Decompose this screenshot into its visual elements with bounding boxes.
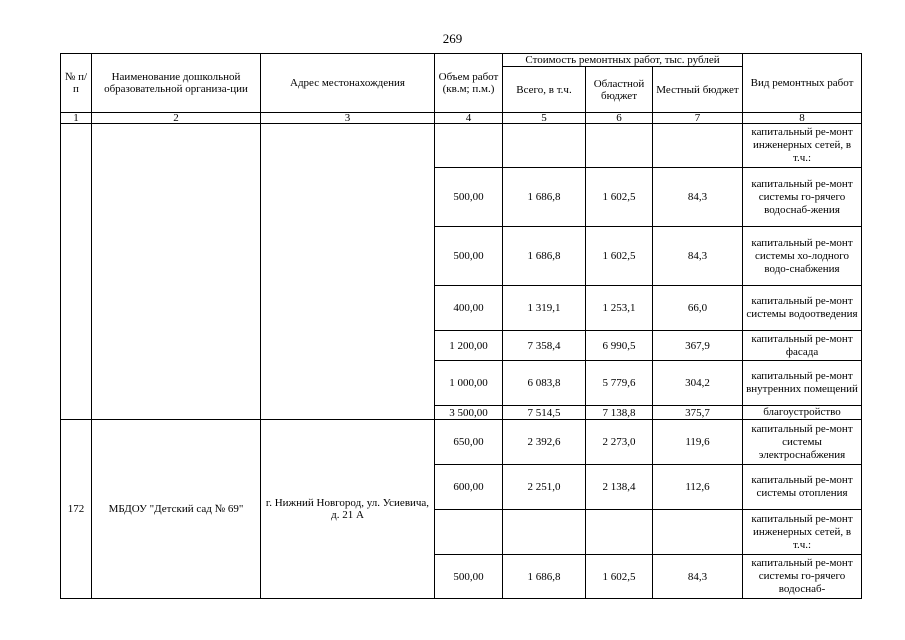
cell-volume (435, 124, 503, 168)
cell-total (503, 510, 586, 555)
cell-local (653, 510, 743, 555)
column-number: 1 (61, 113, 92, 124)
cell-regional (586, 510, 653, 555)
cell-kind: капитальный ре-монт фасада (743, 331, 862, 361)
cell-total: 6 083,8 (503, 361, 586, 406)
header-address: Адрес местонахождения (261, 54, 435, 113)
cell-local: 66,0 (653, 286, 743, 331)
cell-regional: 5 779,6 (586, 361, 653, 406)
cell-local: 84,3 (653, 227, 743, 286)
header-num: № п/п (61, 54, 92, 113)
cell-local: 84,3 (653, 555, 743, 599)
header-cost-group: Стоимость ремонтных работ, тыс. рублей (503, 54, 743, 67)
cell-volume: 1 000,00 (435, 361, 503, 406)
row-address: г. Нижний Новгород, ул. Усиевича, д. 21 А (261, 420, 435, 599)
row-num: 172 (61, 420, 92, 599)
column-number: 4 (435, 113, 503, 124)
cell-volume: 3 500,00 (435, 406, 503, 420)
table-row (61, 420, 862, 465)
cell-local: 375,7 (653, 406, 743, 420)
cell-kind: благоустройство (743, 406, 862, 420)
cell-total: 1 319,1 (503, 286, 586, 331)
cell-kind: капитальный ре-монт инженерных сетей, в т.ч.: (743, 510, 862, 555)
cell-local: 119,6 (653, 420, 743, 465)
column-number: 6 (586, 113, 653, 124)
cell-kind: капитальный ре-монт инженерных сетей, в т.ч.: (743, 124, 862, 168)
column-number: 5 (503, 113, 586, 124)
header-local: Местный бюджет (653, 67, 743, 113)
row-address-empty (261, 124, 435, 420)
cell-volume: 1 200,00 (435, 331, 503, 361)
cell-total (503, 124, 586, 168)
cell-kind: капитальный ре-монт внутренних помещений (743, 361, 862, 406)
cell-total: 1 686,8 (503, 227, 586, 286)
cell-total: 7 358,4 (503, 331, 586, 361)
header-total: Всего, в т.ч. (503, 67, 586, 113)
cell-volume: 500,00 (435, 227, 503, 286)
column-numbers-row (61, 113, 862, 124)
column-number: 7 (653, 113, 743, 124)
cell-volume (435, 510, 503, 555)
column-number: 2 (92, 113, 261, 124)
cell-local: 304,2 (653, 361, 743, 406)
cell-regional: 6 990,5 (586, 331, 653, 361)
header-row-1 (61, 54, 862, 67)
cell-regional (586, 124, 653, 168)
repair-works-table (60, 53, 862, 599)
cell-kind: капитальный ре-монт системы хо-лодного водо-снабжения (743, 227, 862, 286)
cell-local: 367,9 (653, 331, 743, 361)
header-volume: Объем работ (кв.м; п.м.) (435, 54, 503, 113)
cell-total: 2 392,6 (503, 420, 586, 465)
cell-total: 1 686,8 (503, 168, 586, 227)
cell-regional: 1 602,5 (586, 555, 653, 599)
cell-volume: 400,00 (435, 286, 503, 331)
cell-kind: капитальный ре-монт системы водоотведения (743, 286, 862, 331)
cell-kind: капитальный ре-монт системы го-рячего водоснаб-жения (743, 168, 862, 227)
cell-kind: капитальный ре-монт системы го-рячего водоснаб- (743, 555, 862, 599)
column-number: 8 (743, 113, 862, 124)
cell-volume: 650,00 (435, 420, 503, 465)
row-org: МБДОУ "Детский сад № 69" (92, 420, 261, 599)
cell-local: 112,6 (653, 465, 743, 510)
cell-volume: 600,00 (435, 465, 503, 510)
row-org-empty (92, 124, 261, 420)
page-number: 269 (442, 31, 463, 46)
cell-regional: 1 602,5 (586, 227, 653, 286)
cell-regional: 2 273,0 (586, 420, 653, 465)
cell-local: 84,3 (653, 168, 743, 227)
cell-local (653, 124, 743, 168)
header-regional: Областной бюджет (586, 67, 653, 113)
column-number: 3 (261, 113, 435, 124)
cell-volume: 500,00 (435, 168, 503, 227)
cell-total: 1 686,8 (503, 555, 586, 599)
cell-total: 2 251,0 (503, 465, 586, 510)
table-row (61, 124, 862, 168)
cell-regional: 7 138,8 (586, 406, 653, 420)
cell-kind: капитальный ре-монт системы электроснабжения (743, 420, 862, 465)
header-kind: Вид ремонтных работ (743, 54, 862, 113)
cell-regional: 1 602,5 (586, 168, 653, 227)
row-num-empty (61, 124, 92, 420)
cell-total: 7 514,5 (503, 406, 586, 420)
cell-regional: 1 253,1 (586, 286, 653, 331)
header-org: Наименование дошкольной образовательной организа-ции (92, 54, 261, 113)
cell-kind: капитальный ре-монт системы отопления (743, 465, 862, 510)
cell-volume: 500,00 (435, 555, 503, 599)
cell-regional: 2 138,4 (586, 465, 653, 510)
